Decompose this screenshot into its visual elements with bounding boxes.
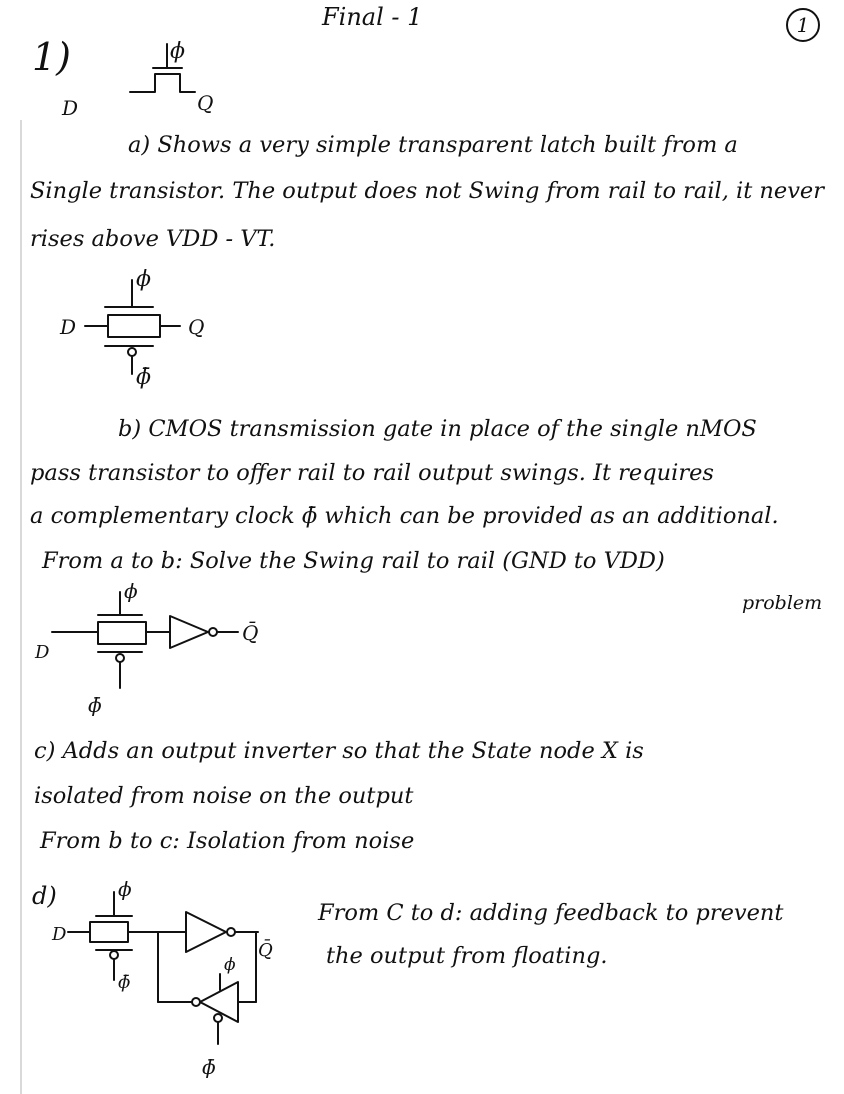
part-c-line-1: c) Adds an output inverter so that the State node X is xyxy=(34,738,644,764)
part-b-line-3: a complementary clock ϕ̄ which can be provided as an additional. xyxy=(30,503,779,529)
part-b-line-2: pass transistor to offer rail to rail output swings. It requires xyxy=(30,460,714,486)
part-d-line-2: the output from floating. xyxy=(326,943,608,969)
page-number-badge: 1 xyxy=(786,8,820,42)
q-label: Q xyxy=(188,315,205,339)
q-label: Q xyxy=(197,91,214,115)
forward-inverter-bubble xyxy=(227,928,235,936)
inverter xyxy=(170,616,208,648)
phi-label: ϕ xyxy=(136,267,151,292)
part-d-label: d) xyxy=(32,882,57,910)
part-b-line-4: From a to b: Solve the Swing rail to rail (GND to VDD) xyxy=(42,548,665,574)
part-a-line-1: a) Shows a very simple transparent latch built from a xyxy=(128,132,738,158)
d-label: D xyxy=(62,96,79,120)
circuit-b-transmission-gate xyxy=(50,262,270,392)
phi-bar-label: ϕ̄ xyxy=(136,365,151,390)
pmos-bubble xyxy=(110,951,118,959)
d-label: D xyxy=(35,642,50,663)
part-c-line-3: From b to c: Isolation from noise xyxy=(40,828,415,854)
circuit-c-tg-inverter xyxy=(30,580,300,720)
circuit-a-nmos-latch xyxy=(60,40,300,120)
d-label: D xyxy=(52,924,67,945)
feedback-inverter-bubble xyxy=(192,998,200,1006)
part-d-line-1: From C to d: adding feedback to prevent xyxy=(318,900,784,926)
page-title: Final - 1 xyxy=(322,3,423,31)
d-label: D xyxy=(60,315,77,339)
part-a-line-3: rises above VDD - VT. xyxy=(30,226,276,252)
q-bar-label: Q̄ xyxy=(258,940,273,961)
phi-label: ϕ xyxy=(124,579,138,603)
feedback-phi-bar-label: ϕ̄ xyxy=(202,1055,216,1079)
phi-bar-label: ϕ̄ xyxy=(88,693,102,717)
transmission-gate-body xyxy=(108,315,160,337)
pmos-bubble xyxy=(128,348,136,356)
phi-label: ϕ xyxy=(118,877,132,901)
inverter-bubble xyxy=(209,628,217,636)
transmission-gate-body xyxy=(90,922,128,942)
q-bar-label: Q̄ xyxy=(242,621,259,645)
transmission-gate-body xyxy=(98,622,146,644)
part-b-trailing-word: problem xyxy=(742,592,823,614)
phi-bar-label: ϕ̄ xyxy=(118,972,131,993)
part-b-line-1: b) CMOS transmission gate in place of the single nMOS xyxy=(118,416,757,442)
forward-inverter xyxy=(186,912,226,952)
page-edge xyxy=(20,120,22,1094)
feedback-phi-label: ϕ xyxy=(224,955,236,975)
nmos-channel xyxy=(130,74,195,92)
phi-label: ϕ xyxy=(170,39,185,64)
pmos-bubble xyxy=(116,654,124,662)
question-number: 1) xyxy=(32,35,72,79)
part-c-line-2: isolated from noise on the output xyxy=(34,783,414,809)
circuit-d-latch-with-feedback xyxy=(28,868,318,1088)
part-a-line-2: Single transistor. The output does not Swing from rail to rail, it never xyxy=(30,178,824,204)
